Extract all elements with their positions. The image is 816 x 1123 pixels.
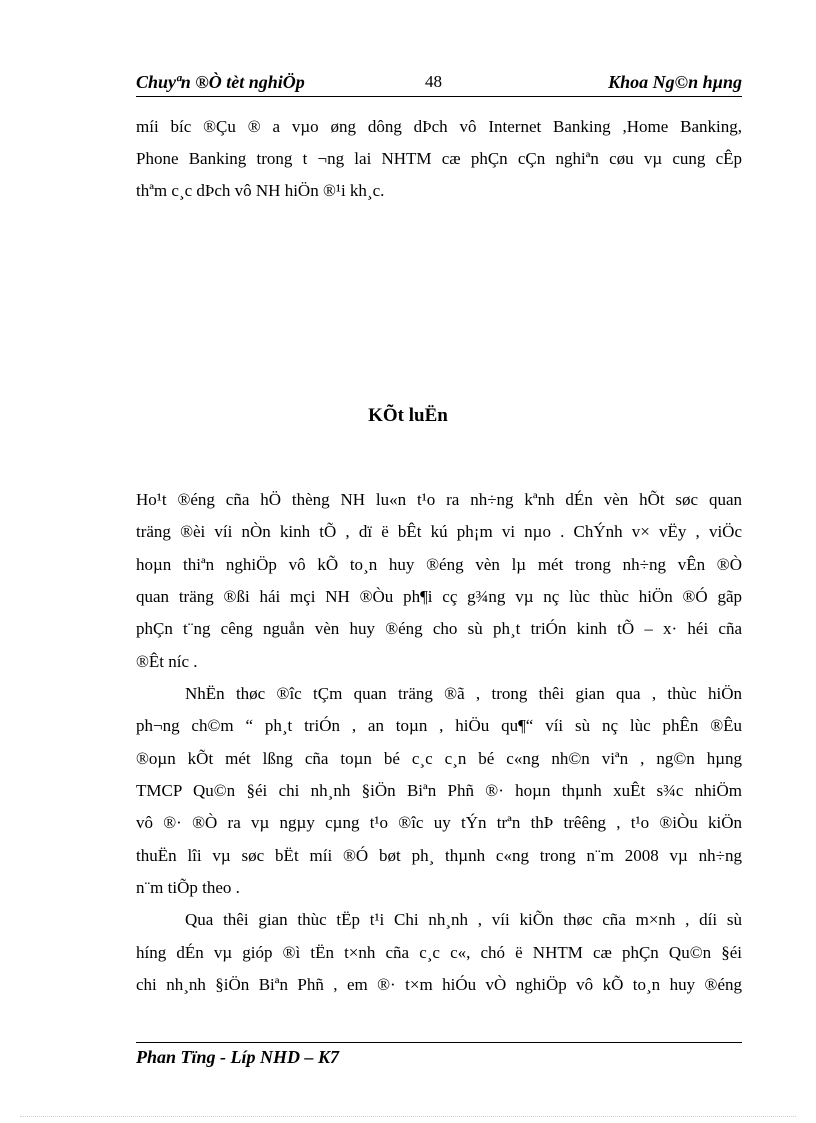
paragraph-line: ®Êt níc . xyxy=(136,652,198,671)
paragraph-line: NhËn thøc ®îc tÇm quan träng ®ã , trong thêi gian qua , thùc hiÖn xyxy=(185,684,742,703)
paragraph-line: n¨m tiÕp theo . xyxy=(136,878,240,897)
paragraph-line: chi nh¸nh §iÖn Biªn Phñ , em ®· t×m hiÓu vÒ nghiÖp vô kÕ to¸n huy ®éng xyxy=(136,975,742,994)
footer-divider xyxy=(136,1042,742,1043)
paragraph-line: ®oµn kÕt mét lßng cña toµn bé c¸c c¸n bé c«ng nh©n viªn , ng©n hµng xyxy=(136,749,742,768)
page-header xyxy=(136,72,742,96)
paragraph-line: träng ®èi víi nÒn kinh tÕ , dï ë bÊt kú ph¡m vi nµo . ChÝnh v× vËy , viÖc xyxy=(136,522,742,541)
intro-line: Phone Banking trong t ¬ng lai NHTM cæ phÇn cÇn nghiªn cøu vµ cung cÊp xyxy=(136,149,742,168)
paragraph-line: thuËn lîi vµ søc bËt míi ®Ó bøt ph¸ thµnh c«ng trong n¨m 2008 vµ nh÷ng xyxy=(136,846,742,865)
page-edge xyxy=(20,1116,796,1117)
paragraph-line: vô ®· ®Ò ra vµ ngµy cµng t¹o ®îc uy tÝn trªn thÞ trêêng , t¹o ®iÒu kiÖn xyxy=(136,813,742,832)
paragraph-line: Ho¹t ®éng cña hÖ thèng NH lu«n t¹o ra nh÷ng kªnh dÉn vèn hÕt søc quan xyxy=(136,490,742,509)
paragraph-line: híng dÉn vµ gióp ®ì tËn t×nh cña c¸c c«, chó ë NHTM cæ phÇn Qu©n §éi xyxy=(136,943,742,962)
intro-line: thªm c¸c dÞch vô NH hiÖn ®¹i kh¸c. xyxy=(136,181,385,200)
header-document-type: Chuyªn ®Ò tèt nghiÖp xyxy=(136,72,305,92)
paragraph-line: Qua thêi gian thùc tËp t¹i Chi nh¸nh , víi kiÕn thøc cña m×nh , díi sù xyxy=(185,910,742,929)
paragraph-line: TMCP Qu©n §éi chi nh¸nh §iÖn Biªn Phñ ®· hoµn thµnh xuÊt s¾c nhiÖm xyxy=(136,781,742,800)
header-department: Khoa Ng©n hµng xyxy=(608,72,742,92)
intro-line: míi bíc ®Çu ® a vµo øng dông dÞch vô Internet Banking ,Home Banking, xyxy=(136,117,742,136)
paragraph-line: hoµn thiªn nghiÖp vô kÕ to¸n huy ®éng vèn lµ mét trong nh÷ng vÊn ®Ò xyxy=(136,555,742,574)
paragraph-line: ph¬ng ch©m “ ph¸t triÓn , an toµn , hiÖu qu¶“ víi sù nç lùc phÊn ®Êu xyxy=(136,716,742,735)
header-divider xyxy=(136,96,742,97)
section-title: KÕt luËn xyxy=(368,405,448,426)
page-number: 48 xyxy=(425,72,442,91)
footer-author: Phan Tïng - Líp NHD – K7 xyxy=(136,1047,340,1067)
paragraph-line: phÇn t¨ng cêng nguån vèn huy ®éng cho sù ph¸t triÓn kinh tÕ – x· héi cña xyxy=(136,619,742,638)
paragraph-line: quan träng ®ßi hái mçi NH ®Òu ph¶i cç g¾ng vµ nç lùc thùc hiÖn ®Ó gãp xyxy=(136,587,742,606)
